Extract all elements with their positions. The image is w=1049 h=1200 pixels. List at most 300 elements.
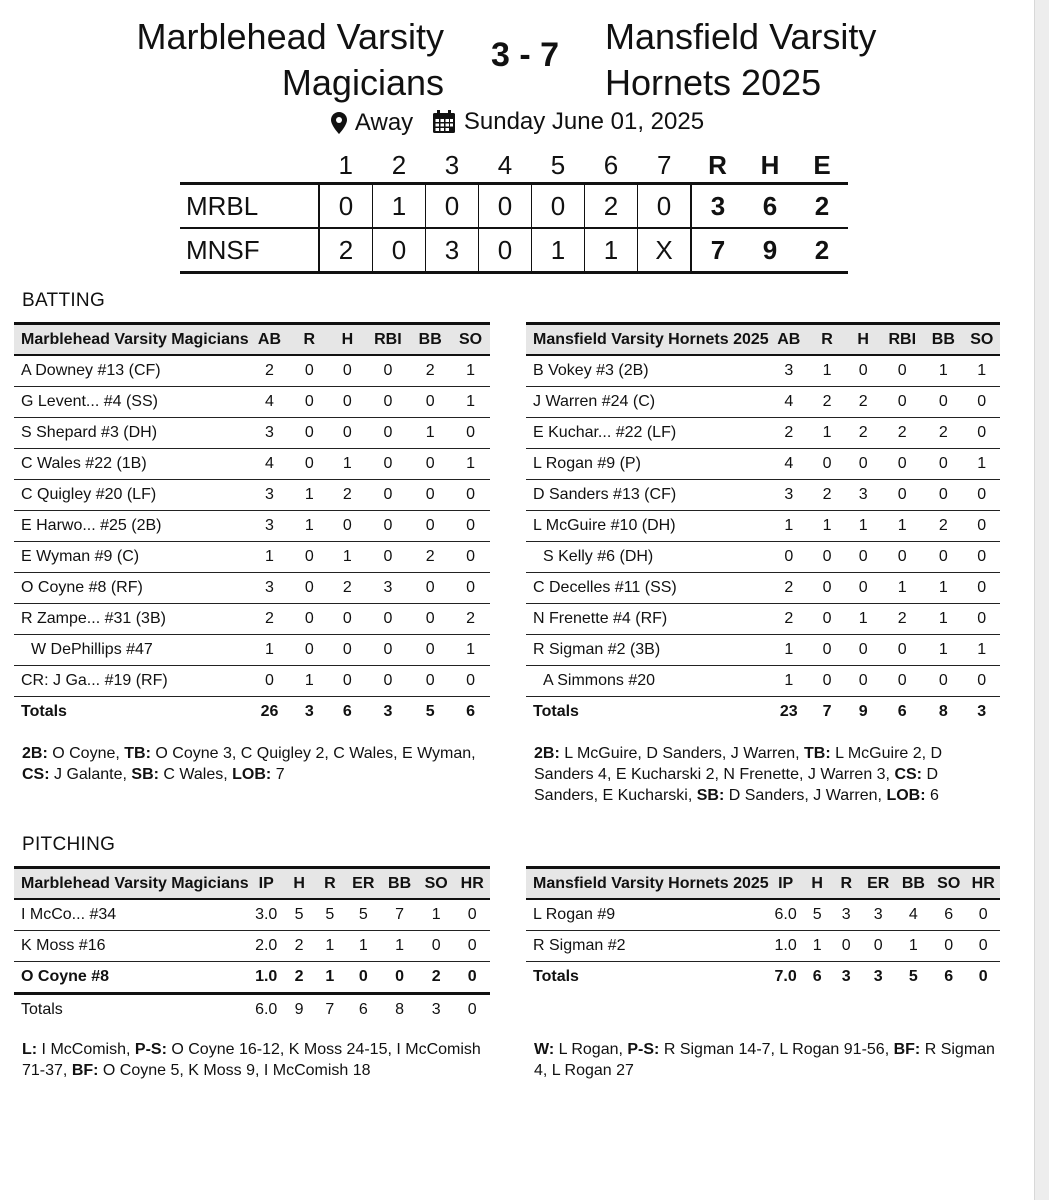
stat-cell: 1 bbox=[845, 604, 881, 635]
stat-cell: 1 bbox=[769, 635, 809, 666]
stat-cell: 0 bbox=[809, 604, 845, 635]
player-name: N Frenette #4 (RF) bbox=[526, 604, 769, 635]
totals-cell: 3 bbox=[841, 968, 851, 985]
linescore-hits: 9 bbox=[744, 228, 796, 273]
linescore-inning-cell: 1 bbox=[532, 228, 585, 273]
stat-cell: 0 bbox=[290, 449, 328, 480]
stat-cell: 2 bbox=[845, 418, 881, 449]
linescore-col-header: 1 bbox=[338, 149, 353, 180]
player-row bbox=[526, 418, 1000, 449]
stat-cell: 3 bbox=[769, 355, 809, 387]
stat-col-header: BB bbox=[923, 324, 963, 356]
note-key: 2B: bbox=[22, 745, 48, 762]
stat-cell: 0 bbox=[451, 511, 490, 542]
stat-cell: 0 bbox=[366, 604, 409, 635]
note-value: R Sigman 14-7, L Rogan 91-56, bbox=[659, 1041, 894, 1058]
player-name: C Decelles #11 (SS) bbox=[526, 573, 769, 604]
note-key: BF: bbox=[71, 1062, 99, 1079]
calendar-icon bbox=[432, 110, 456, 134]
stat-cell: 2 bbox=[249, 355, 291, 387]
totals-cell: 8 bbox=[395, 1001, 405, 1018]
linescore-col-header: R bbox=[708, 149, 727, 180]
stats-header-row bbox=[526, 868, 1000, 900]
stat-col-header: R bbox=[809, 324, 845, 356]
stat-cell: 4 bbox=[769, 387, 809, 418]
linescore-table bbox=[180, 148, 848, 274]
note-key: SB: bbox=[131, 766, 159, 783]
linescore-team: MRBL bbox=[180, 184, 319, 229]
stat-cell: 0 bbox=[881, 449, 923, 480]
stat-cell: 3 bbox=[249, 418, 291, 449]
stat-cell: 1 bbox=[418, 899, 455, 931]
player-row bbox=[14, 449, 490, 480]
linescore-inning-cell: 0 bbox=[638, 184, 692, 229]
stat-cell: 0 bbox=[451, 666, 490, 697]
linescore-inning-cell: 1 bbox=[373, 184, 426, 229]
stat-cell: 2 bbox=[451, 604, 490, 635]
team-name-header: Mansfield Varsity Hornets 2025 bbox=[526, 868, 769, 900]
stat-cell: 4 bbox=[769, 449, 809, 480]
player-name: E Kuchar... #22 (LF) bbox=[526, 418, 769, 449]
stat-col-header: BB bbox=[896, 868, 931, 900]
totals-cell: 3 bbox=[431, 1001, 441, 1018]
note-value: J Galante, bbox=[49, 766, 132, 783]
player-row bbox=[526, 480, 1000, 511]
linescore-errors: 2 bbox=[796, 184, 848, 229]
stat-cell: 0 bbox=[290, 355, 328, 387]
totals-cell: 3 bbox=[383, 703, 393, 720]
stat-cell: 0 bbox=[328, 355, 366, 387]
stat-cell: 0 bbox=[366, 387, 409, 418]
stat-cell: 7 bbox=[381, 899, 418, 931]
player-name: W DePhillips #47 bbox=[14, 635, 249, 666]
player-name: C Wales #22 (1B) bbox=[14, 449, 249, 480]
stat-cell: 3 bbox=[249, 480, 291, 511]
note-value: C Wales, bbox=[158, 766, 233, 783]
stat-cell: 0 bbox=[964, 511, 1001, 542]
stat-cell: 0 bbox=[964, 480, 1001, 511]
totals-cell: 9 bbox=[294, 1001, 304, 1018]
player-name: O Coyne #8 bbox=[14, 962, 249, 994]
totals-cell: 5 bbox=[425, 703, 435, 720]
stat-cell: 1 bbox=[409, 418, 451, 449]
note-key: LOB: bbox=[232, 766, 272, 783]
location-info bbox=[331, 109, 413, 137]
player-row bbox=[14, 355, 490, 387]
stat-cell: 0 bbox=[290, 573, 328, 604]
note-value: O Coyne 16-12, K Moss 24-15, I McComish 71-37, bbox=[22, 1041, 481, 1079]
stat-cell: 2 bbox=[923, 511, 963, 542]
stat-cell: 0 bbox=[923, 480, 963, 511]
stat-col-header: ER bbox=[861, 868, 896, 900]
stat-cell: 1 bbox=[964, 355, 1001, 387]
linescore-inning-cell: 0 bbox=[426, 184, 479, 229]
stat-cell: 4 bbox=[896, 899, 931, 931]
stat-cell: 1 bbox=[923, 635, 963, 666]
stat-col-header: R bbox=[290, 324, 328, 356]
stat-cell: 0 bbox=[454, 931, 490, 962]
stat-cell: 0 bbox=[366, 480, 409, 511]
stat-cell: 0 bbox=[923, 666, 963, 697]
player-name: R Sigman #2 (3B) bbox=[526, 635, 769, 666]
stat-cell: 0 bbox=[366, 666, 409, 697]
stat-cell: 0 bbox=[366, 449, 409, 480]
note-value: I McComish, bbox=[37, 1041, 135, 1058]
stat-col-header: BB bbox=[381, 868, 418, 900]
totals-cell: 6 bbox=[342, 703, 352, 720]
stat-cell: 0 bbox=[832, 931, 861, 962]
stat-cell: 1 bbox=[451, 355, 490, 387]
note-value: D Sanders, E Kucharski, bbox=[534, 766, 939, 804]
note-value: 6 bbox=[925, 787, 939, 804]
stat-col-header: ER bbox=[345, 868, 381, 900]
linescore-inning-cell: 0 bbox=[319, 184, 373, 229]
note-key: CS: bbox=[22, 766, 50, 783]
note-key: P-S: bbox=[627, 1041, 660, 1058]
stat-cell: 0 bbox=[328, 511, 366, 542]
stat-cell: 0 bbox=[809, 635, 845, 666]
stat-cell: 2 bbox=[881, 418, 923, 449]
player-row bbox=[14, 480, 490, 511]
stat-col-header: H bbox=[803, 868, 832, 900]
stats-header-row bbox=[14, 868, 490, 900]
stat-cell: 0 bbox=[290, 635, 328, 666]
stat-cell: 1 bbox=[923, 355, 963, 387]
stat-cell: 1 bbox=[315, 962, 346, 994]
stat-col-header: SO bbox=[931, 868, 966, 900]
stat-cell: 1 bbox=[769, 511, 809, 542]
totals-cell: 6.0 bbox=[255, 1001, 278, 1018]
stat-cell: 0 bbox=[809, 542, 845, 573]
totals-cell: 0 bbox=[467, 1001, 477, 1018]
player-name: D Sanders #13 (CF) bbox=[526, 480, 769, 511]
totals-cell: 6 bbox=[358, 1001, 368, 1018]
stat-cell: 0 bbox=[809, 666, 845, 697]
note-value: O Coyne 5, K Moss 9, I McComish 18 bbox=[98, 1062, 371, 1079]
stat-cell: 0 bbox=[881, 355, 923, 387]
stat-cell: 0 bbox=[451, 418, 490, 449]
stat-cell: 2 bbox=[328, 573, 366, 604]
stat-cell: 0 bbox=[966, 931, 1000, 962]
window-edge bbox=[1034, 0, 1049, 1200]
player-name: J Warren #24 (C) bbox=[526, 387, 769, 418]
stat-cell: 1 bbox=[923, 604, 963, 635]
stat-col-header: BB bbox=[409, 324, 451, 356]
totals-cell: 23 bbox=[779, 703, 798, 720]
totals-cell: 7 bbox=[325, 1001, 335, 1018]
linescore-inning-cell: 0 bbox=[479, 228, 532, 273]
stat-cell: 1 bbox=[249, 635, 291, 666]
linescore-inning-cell: 0 bbox=[532, 184, 585, 229]
totals-row bbox=[526, 697, 1000, 728]
linescore-col-header: 2 bbox=[391, 149, 407, 180]
player-name: R Sigman #2 bbox=[526, 931, 769, 962]
pitching-notes-away bbox=[22, 1039, 492, 1081]
stat-cell: 0 bbox=[290, 418, 328, 449]
stat-col-header: H bbox=[284, 868, 315, 900]
stat-cell: 0 bbox=[328, 418, 366, 449]
stat-cell: 0 bbox=[366, 355, 409, 387]
stat-col-header: RBI bbox=[366, 324, 409, 356]
totals-cell: 7.0 bbox=[774, 968, 797, 985]
stat-cell: 2 bbox=[809, 387, 845, 418]
totals-cell: 7 bbox=[822, 703, 832, 720]
totals-row bbox=[14, 697, 490, 728]
linescore-col-header: H bbox=[760, 149, 780, 180]
stat-cell: 0 bbox=[345, 962, 381, 994]
linescore-col-header: 3 bbox=[444, 149, 460, 180]
totals-cell: 6 bbox=[944, 968, 954, 985]
stat-cell: 5 bbox=[803, 899, 832, 931]
stat-cell: 1 bbox=[290, 666, 328, 697]
note-key: TB: bbox=[124, 745, 151, 762]
stat-cell: 1 bbox=[809, 511, 845, 542]
stat-cell: 0 bbox=[881, 635, 923, 666]
team-name-header: Marblehead Varsity Magicians bbox=[14, 868, 249, 900]
stat-cell: 1 bbox=[881, 573, 923, 604]
note-key: SB: bbox=[696, 787, 725, 804]
stat-cell: 0 bbox=[290, 604, 328, 635]
linescore-inning-cell: 0 bbox=[373, 228, 426, 273]
linescore-header bbox=[180, 148, 848, 184]
stat-cell: 0 bbox=[845, 449, 881, 480]
stat-cell: 2 bbox=[284, 962, 315, 994]
player-row bbox=[14, 604, 490, 635]
stat-cell: 0 bbox=[451, 542, 490, 573]
player-row bbox=[526, 931, 1000, 962]
totals-cell: 9 bbox=[858, 703, 868, 720]
stat-col-header: R bbox=[315, 868, 346, 900]
stat-cell: 1.0 bbox=[249, 962, 284, 994]
stat-cell: 1 bbox=[451, 449, 490, 480]
stat-col-header: R bbox=[832, 868, 861, 900]
player-row bbox=[526, 511, 1000, 542]
date-text: Sunday June 01, 2025 bbox=[463, 108, 705, 135]
stat-cell: 0 bbox=[409, 480, 451, 511]
note-key: W: bbox=[534, 1041, 555, 1058]
stat-cell: 0 bbox=[409, 573, 451, 604]
player-row bbox=[526, 666, 1000, 697]
stat-cell: 2 bbox=[409, 355, 451, 387]
player-name: R Zampe... #31 (3B) bbox=[14, 604, 249, 635]
note-key: 2B: bbox=[534, 745, 560, 762]
totals-cell: 5 bbox=[908, 968, 918, 985]
stats-header-row bbox=[14, 324, 490, 356]
stat-cell: 0 bbox=[290, 542, 328, 573]
stat-col-header: IP bbox=[769, 868, 803, 900]
stat-col-header: HR bbox=[454, 868, 490, 900]
stat-cell: 1 bbox=[290, 480, 328, 511]
stat-cell: 1 bbox=[809, 355, 845, 387]
stat-cell: 3 bbox=[861, 899, 896, 931]
stat-cell: 0 bbox=[845, 635, 881, 666]
stat-cell: 0 bbox=[366, 635, 409, 666]
stat-cell: 0 bbox=[409, 635, 451, 666]
player-row bbox=[526, 387, 1000, 418]
stat-cell: 0 bbox=[409, 511, 451, 542]
stat-cell: 3 bbox=[832, 899, 861, 931]
stat-cell: 0 bbox=[366, 511, 409, 542]
player-name: L McGuire #10 (DH) bbox=[526, 511, 769, 542]
pitching-notes-home bbox=[534, 1039, 1000, 1081]
totals-cell: 8 bbox=[938, 703, 948, 720]
totals-cell: 6 bbox=[466, 703, 475, 720]
totals-cell: 26 bbox=[260, 703, 279, 720]
home-team-name bbox=[605, 14, 876, 106]
note-key: L: bbox=[22, 1041, 38, 1058]
stat-cell: 1 bbox=[845, 511, 881, 542]
player-row bbox=[526, 604, 1000, 635]
away-team-name bbox=[137, 14, 444, 106]
stat-col-header: AB bbox=[249, 324, 291, 356]
note-value: D Sanders, J Warren, bbox=[724, 787, 887, 804]
player-row bbox=[14, 542, 490, 573]
note-value: L Rogan, bbox=[554, 1041, 628, 1058]
player-row bbox=[14, 635, 490, 666]
totals-label: Totals bbox=[533, 703, 579, 720]
totals-cell: 3 bbox=[873, 968, 883, 985]
linescore-inning-cell: 0 bbox=[479, 184, 532, 229]
stat-cell: 6.0 bbox=[769, 899, 803, 931]
stat-cell: 1 bbox=[923, 573, 963, 604]
final-score: 3 - 7 bbox=[490, 36, 560, 74]
player-row bbox=[14, 899, 490, 931]
player-name: S Shepard #3 (DH) bbox=[14, 418, 249, 449]
date-info bbox=[432, 108, 704, 136]
stat-cell: 0 bbox=[845, 666, 881, 697]
stat-col-header: SO bbox=[451, 324, 490, 356]
team-name-header: Marblehead Varsity Magicians bbox=[14, 324, 249, 356]
stat-col-header: RBI bbox=[881, 324, 923, 356]
linescore-col-header: 4 bbox=[497, 149, 513, 180]
player-row bbox=[526, 355, 1000, 387]
totals-cell: 3 bbox=[304, 703, 314, 720]
stat-cell: 3.0 bbox=[249, 899, 284, 931]
stat-cell: 0 bbox=[964, 666, 1001, 697]
stat-cell: 1 bbox=[315, 931, 346, 962]
stat-cell: 0 bbox=[923, 449, 963, 480]
stat-cell: 5 bbox=[345, 899, 381, 931]
stat-cell: 0 bbox=[328, 666, 366, 697]
stat-cell: 0 bbox=[328, 604, 366, 635]
stat-cell: 0 bbox=[881, 387, 923, 418]
player-name: A Simmons #20 bbox=[526, 666, 769, 697]
batting-notes-away bbox=[22, 743, 488, 785]
batting-table-home bbox=[526, 322, 1000, 727]
stat-cell: 0 bbox=[931, 931, 966, 962]
stat-cell: 4 bbox=[249, 387, 291, 418]
player-name: E Harwo... #25 (2B) bbox=[14, 511, 249, 542]
stat-cell: 2 bbox=[809, 480, 845, 511]
stat-cell: 0 bbox=[409, 666, 451, 697]
location-text: Away bbox=[354, 109, 414, 136]
stat-cell: 0 bbox=[328, 635, 366, 666]
stat-cell: 1 bbox=[964, 635, 1001, 666]
linescore-runs: 7 bbox=[691, 228, 744, 273]
player-name: L Rogan #9 (P) bbox=[526, 449, 769, 480]
stat-cell: 0 bbox=[381, 962, 418, 994]
stat-cell: 0 bbox=[845, 573, 881, 604]
linescore-body bbox=[180, 184, 848, 273]
stat-col-header: HR bbox=[966, 868, 1000, 900]
batting-section-title: BATTING bbox=[22, 290, 106, 311]
stat-cell: 1 bbox=[249, 542, 291, 573]
linescore-inning-cell: 1 bbox=[585, 228, 638, 273]
stat-cell: 3 bbox=[249, 511, 291, 542]
stat-cell: 0 bbox=[409, 449, 451, 480]
stat-cell: 0 bbox=[290, 387, 328, 418]
stat-col-header: IP bbox=[249, 868, 284, 900]
player-name: L Rogan #9 bbox=[526, 899, 769, 931]
player-row bbox=[526, 899, 1000, 931]
stat-cell: 1 bbox=[381, 931, 418, 962]
stat-cell: 0 bbox=[328, 387, 366, 418]
player-name: O Coyne #8 (RF) bbox=[14, 573, 249, 604]
stat-cell: 2 bbox=[284, 931, 315, 962]
linescore-inning-cell: 3 bbox=[426, 228, 479, 273]
stat-cell: 2 bbox=[845, 387, 881, 418]
totals-cell: 6 bbox=[812, 968, 822, 985]
stat-cell: 0 bbox=[845, 355, 881, 387]
totals-row bbox=[526, 962, 1000, 993]
player-row bbox=[14, 418, 490, 449]
note-key: LOB: bbox=[886, 787, 926, 804]
stat-cell: 3 bbox=[769, 480, 809, 511]
stat-cell: 1 bbox=[345, 931, 381, 962]
batting-table-away bbox=[14, 322, 490, 727]
stat-cell: 0 bbox=[845, 542, 881, 573]
player-row bbox=[14, 387, 490, 418]
stat-cell: 1 bbox=[769, 666, 809, 697]
player-row bbox=[526, 635, 1000, 666]
stat-cell: 0 bbox=[881, 542, 923, 573]
player-row bbox=[14, 511, 490, 542]
stat-cell: 0 bbox=[409, 387, 451, 418]
player-row bbox=[14, 573, 490, 604]
stat-col-header: AB bbox=[769, 324, 809, 356]
stat-cell: 3 bbox=[249, 573, 291, 604]
note-value: L McGuire, D Sanders, J Warren, bbox=[559, 745, 804, 762]
stats-header-row bbox=[526, 324, 1000, 356]
linescore-team: MNSF bbox=[180, 228, 319, 273]
player-name: G Levent... #4 (SS) bbox=[14, 387, 249, 418]
note-key: TB: bbox=[804, 745, 831, 762]
player-row bbox=[14, 666, 490, 697]
player-name: C Quigley #20 (LF) bbox=[14, 480, 249, 511]
stat-cell: 4 bbox=[249, 449, 291, 480]
stat-cell: 1 bbox=[881, 511, 923, 542]
player-row bbox=[526, 449, 1000, 480]
totals-label: Totals bbox=[533, 968, 579, 985]
stat-cell: 1 bbox=[328, 542, 366, 573]
stat-cell: 0 bbox=[366, 542, 409, 573]
note-value: O Coyne, bbox=[47, 745, 125, 762]
linescore-inning-cell: 2 bbox=[585, 184, 638, 229]
player-name: E Wyman #9 (C) bbox=[14, 542, 249, 573]
linescore-col-header: 6 bbox=[603, 149, 619, 180]
stat-cell: 0 bbox=[454, 962, 490, 994]
stat-cell: 2 bbox=[923, 418, 963, 449]
stat-cell: 5 bbox=[284, 899, 315, 931]
totals-cell: 0 bbox=[978, 968, 988, 985]
player-row bbox=[14, 962, 490, 994]
totals-label: Totals bbox=[21, 1001, 63, 1018]
totals-cell: 6 bbox=[897, 703, 907, 720]
stat-col-header: SO bbox=[964, 324, 1001, 356]
player-name: K Moss #16 bbox=[14, 931, 249, 962]
linescore-row bbox=[180, 228, 848, 273]
pitching-table-away bbox=[14, 866, 490, 1025]
